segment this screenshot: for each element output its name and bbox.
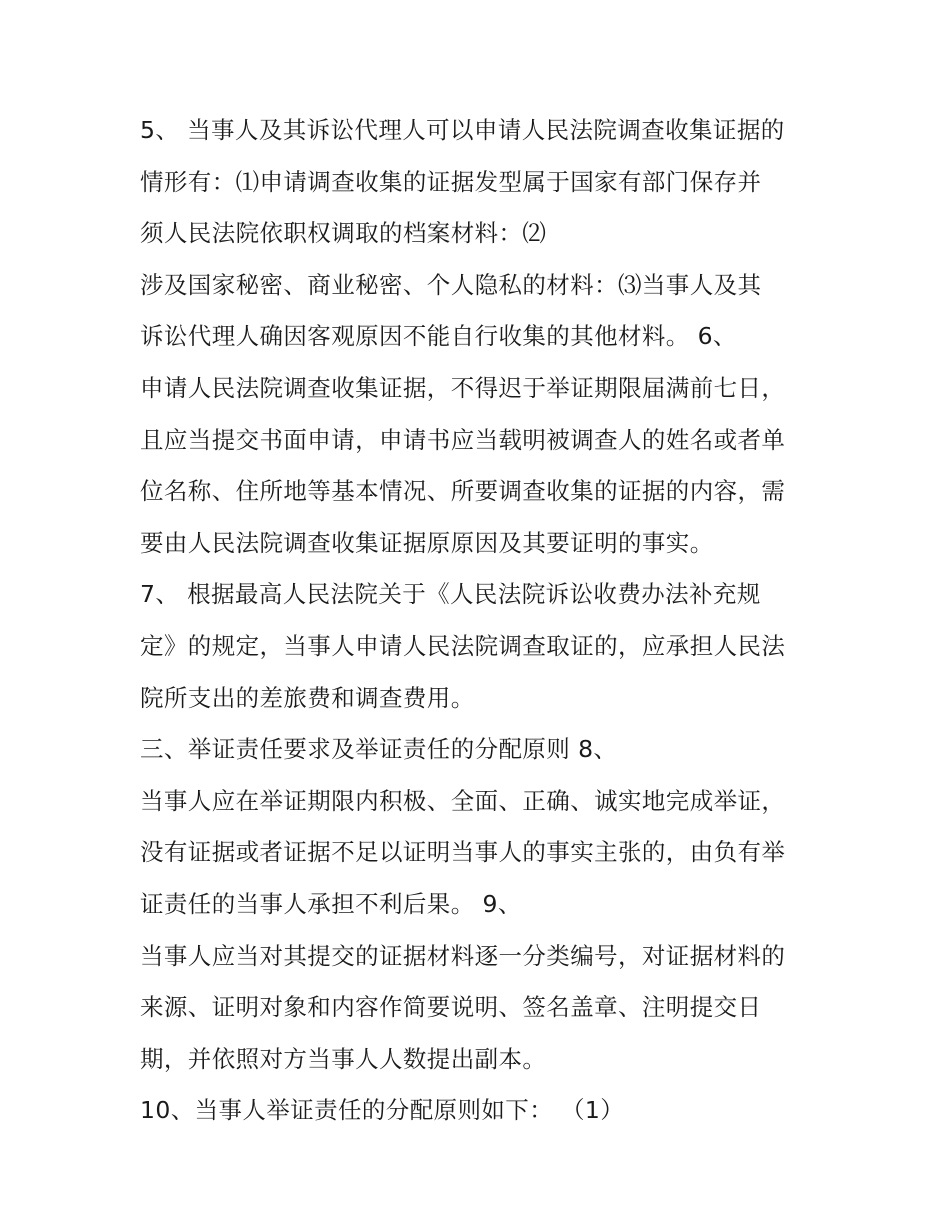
text-line: 证责任的当事人承担不利后果。 9、 (140, 889, 522, 918)
text-line: 7、 根据最高人民法院关于《人民法院诉讼收费办法补充规 (140, 580, 761, 609)
text-line: 来源、证明对象和内容作简要说明、签名盖章、注明提交日 (140, 993, 762, 1022)
text-line: 位名称、住所地等基本情况、所要调查收集的证据的内容，需 (140, 477, 786, 506)
text-line: 院所支出的差旅费和调查费用。 (140, 683, 475, 712)
text-line: 没有证据或者证据不足以证明当事人的事实主张的，由负有举 (140, 838, 786, 867)
text-line: 情形有：⑴申请调查收集的证据发型属于国家有部门保存并 (140, 167, 762, 196)
text-line: 且应当提交书面申请，申请书应当载明被调查人的姓名或者单 (140, 425, 786, 454)
text-line: 当事人应在举证期限内积极、全面、正确、诚实地完成举证， (140, 786, 786, 815)
text-line: 定》的规定，当事人申请人民法院调查取证的，应承担人民法 (140, 631, 786, 660)
text-line: 诉讼代理人确因客观原因不能自行收集的其他材料。 6、 (140, 322, 737, 351)
document-body (140, 110, 830, 1142)
text-line: 5、 当事人及其诉讼代理人可以申请人民法院调查收集证据的 (140, 116, 785, 144)
text-line: 须人民法院依职权调取的档案材料：⑵ (140, 219, 547, 248)
text-line: 要由人民法院调查收集证据原原因及其要证明的事实。 (140, 528, 714, 557)
section-heading: 三、举证责任要求及举证责任的分配原则 8、 (140, 735, 618, 764)
text-line: 申请人民法院调查收集证据，不得迟于举证期限届满前七日， (140, 373, 786, 402)
text-line: 涉及国家秘密、商业秘密、个人隐私的材料：⑶当事人及其 (140, 270, 762, 299)
text-line: 当事人应当对其提交的证据材料逐一分类编号，对证据材料的 (140, 941, 786, 970)
text-line: 10、当事人举证责任的分配原则如下： （1） (140, 1096, 625, 1125)
text-line: 期，并依照对方当事人人数提出副本。 (140, 1044, 547, 1073)
